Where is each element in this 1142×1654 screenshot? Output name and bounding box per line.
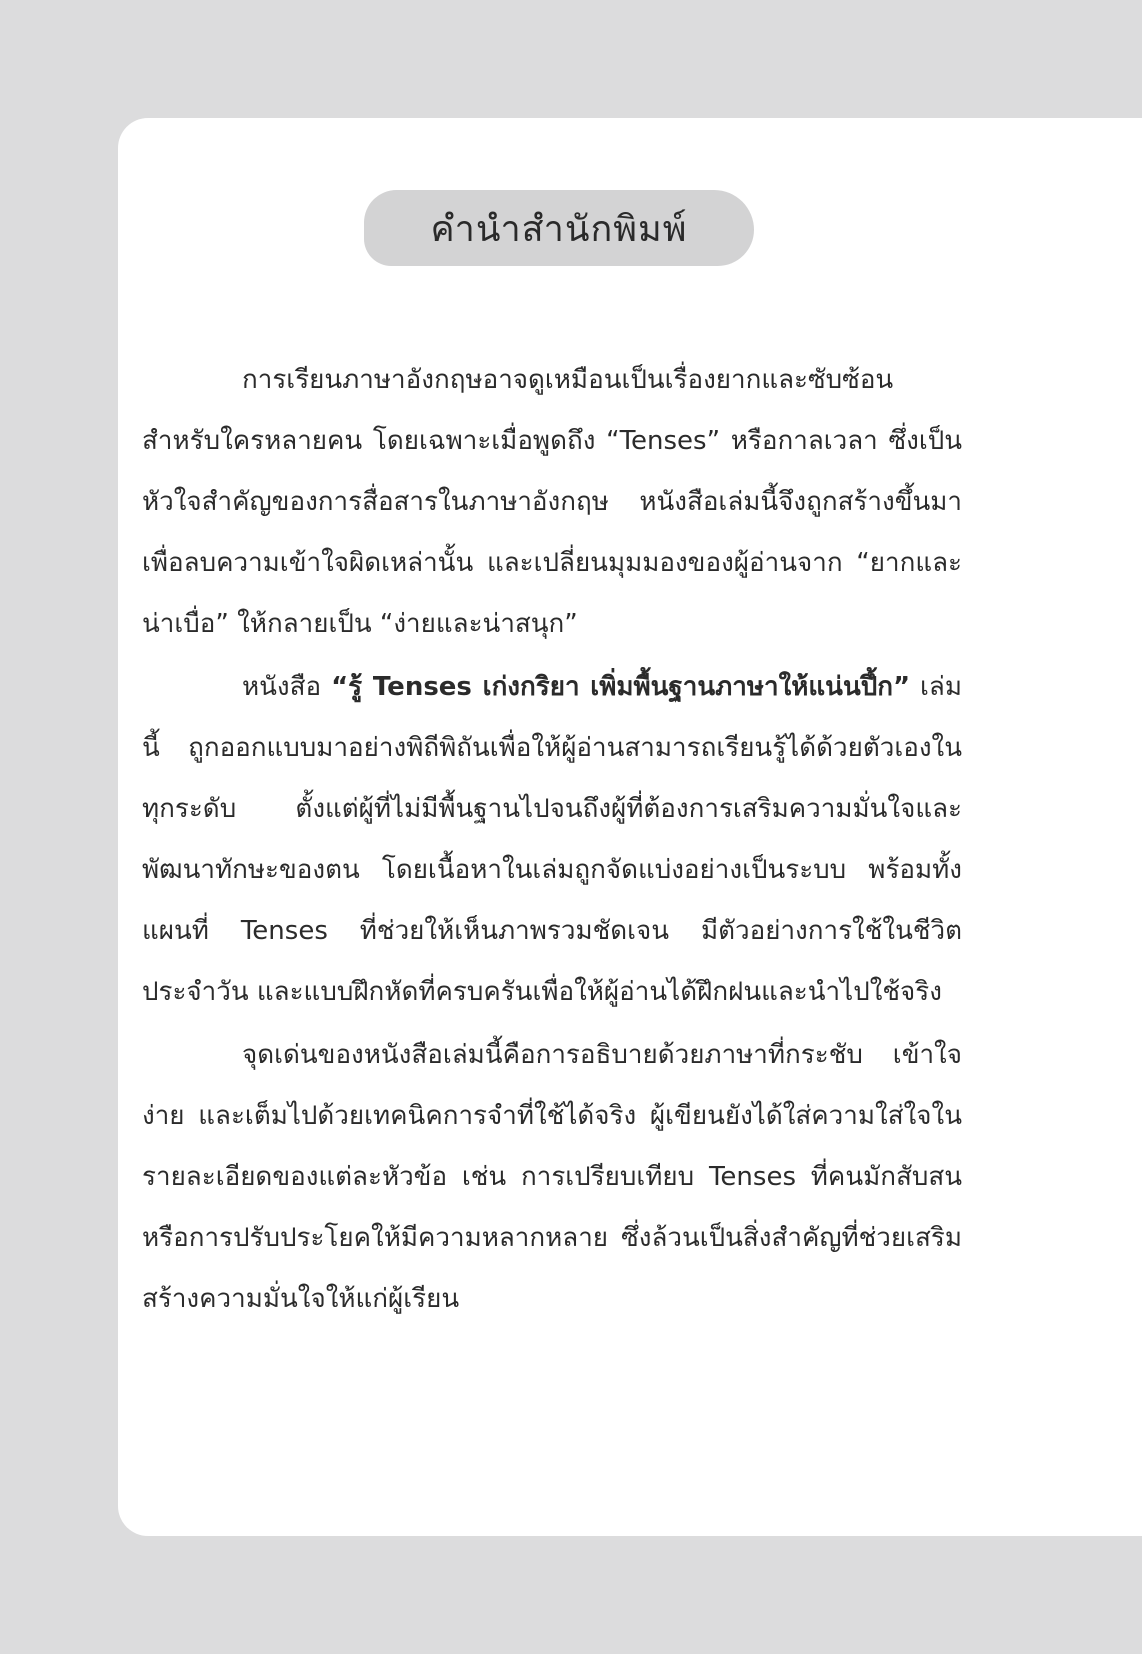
document-page xyxy=(118,118,1142,1536)
paragraph-book-rest: เล่มนี้ ถูกออกแบบมาอย่างพิถีพิถันเพื่อให้ผู้อ่านสามารถเรียนรู้ได้ด้วยตัวเองในทุกระดับ ตั้งแต่ผู้ที่ไม่มีพื้นฐานไปจนถึงผู้ที่ต้องการเสริมความมั่นใจและพัฒนาทักษะของตน โดยเนื้อหาในเล่มถูกจัดแบ่งอย่างเป็นระบบ พร้อมทั้งแผนที่ Tenses ที่ช่วยให้เห็นภาพรวมชัดเจน มีตัวอย่างการใช้ในชีวิตประจำวัน และแบบฝึกหัดที่ครบครันเพื่อให้ผู้อ่านได้ฝึกฝนและนำไปใช้จริง xyxy=(142,672,963,1007)
page-title: คำนำสำนักพิมพ์ xyxy=(430,208,688,250)
paragraph-highlights: จุดเด่นของหนังสือเล่มนี้คือการอธิบายด้วยภาษาที่กระชับ เข้าใจง่าย และเต็มไปด้วยเทคนิคการจำที่ใช้ได้จริง ผู้เขียนยังได้ใส่ความใส่ใจในรายละเอียดของแต่ละหัวข้อ เช่น การเปรียบเทียบ Tenses ที่คนมักสับสนหรือการปรับประโยคให้มีความหลากหลาย ซึ่งล้วนเป็นสิ่งสำคัญที่ช่วยเสริมสร้างความมั่นใจให้แก่ผู้เรียน xyxy=(142,1040,962,1314)
paragraph-intro: การเรียนภาษาอังกฤษอาจดูเหมือนเป็นเรื่องยากและซับซ้อนสำหรับใครหลายคน โดยเฉพาะเมื่อพูดถึง “Tenses” หรือกาลเวลา ซึ่งเป็นหัวใจสำคัญของการสื่อสารในภาษาอังกฤษ หนังสือเล่มนี้จึงถูกสร้างขึ้นมาเพื่อลบความเข้าใจผิดเหล่านั้น และเปลี่ยนมุมมองของผู้อ่านจาก “ยากและน่าเบื่อ” ให้กลายเป็น “ง่ายและน่าสนุก” xyxy=(142,365,962,639)
paragraph-book xyxy=(142,657,962,1023)
body-text xyxy=(142,350,962,1330)
title-banner xyxy=(364,190,754,266)
book-title: “รู้ Tenses เก่งกริยา เพิ่มพื้นฐานภาษาให้แน่นปึ้ก” xyxy=(331,672,911,702)
paragraph-book-prefix: หนังสือ xyxy=(242,672,332,702)
